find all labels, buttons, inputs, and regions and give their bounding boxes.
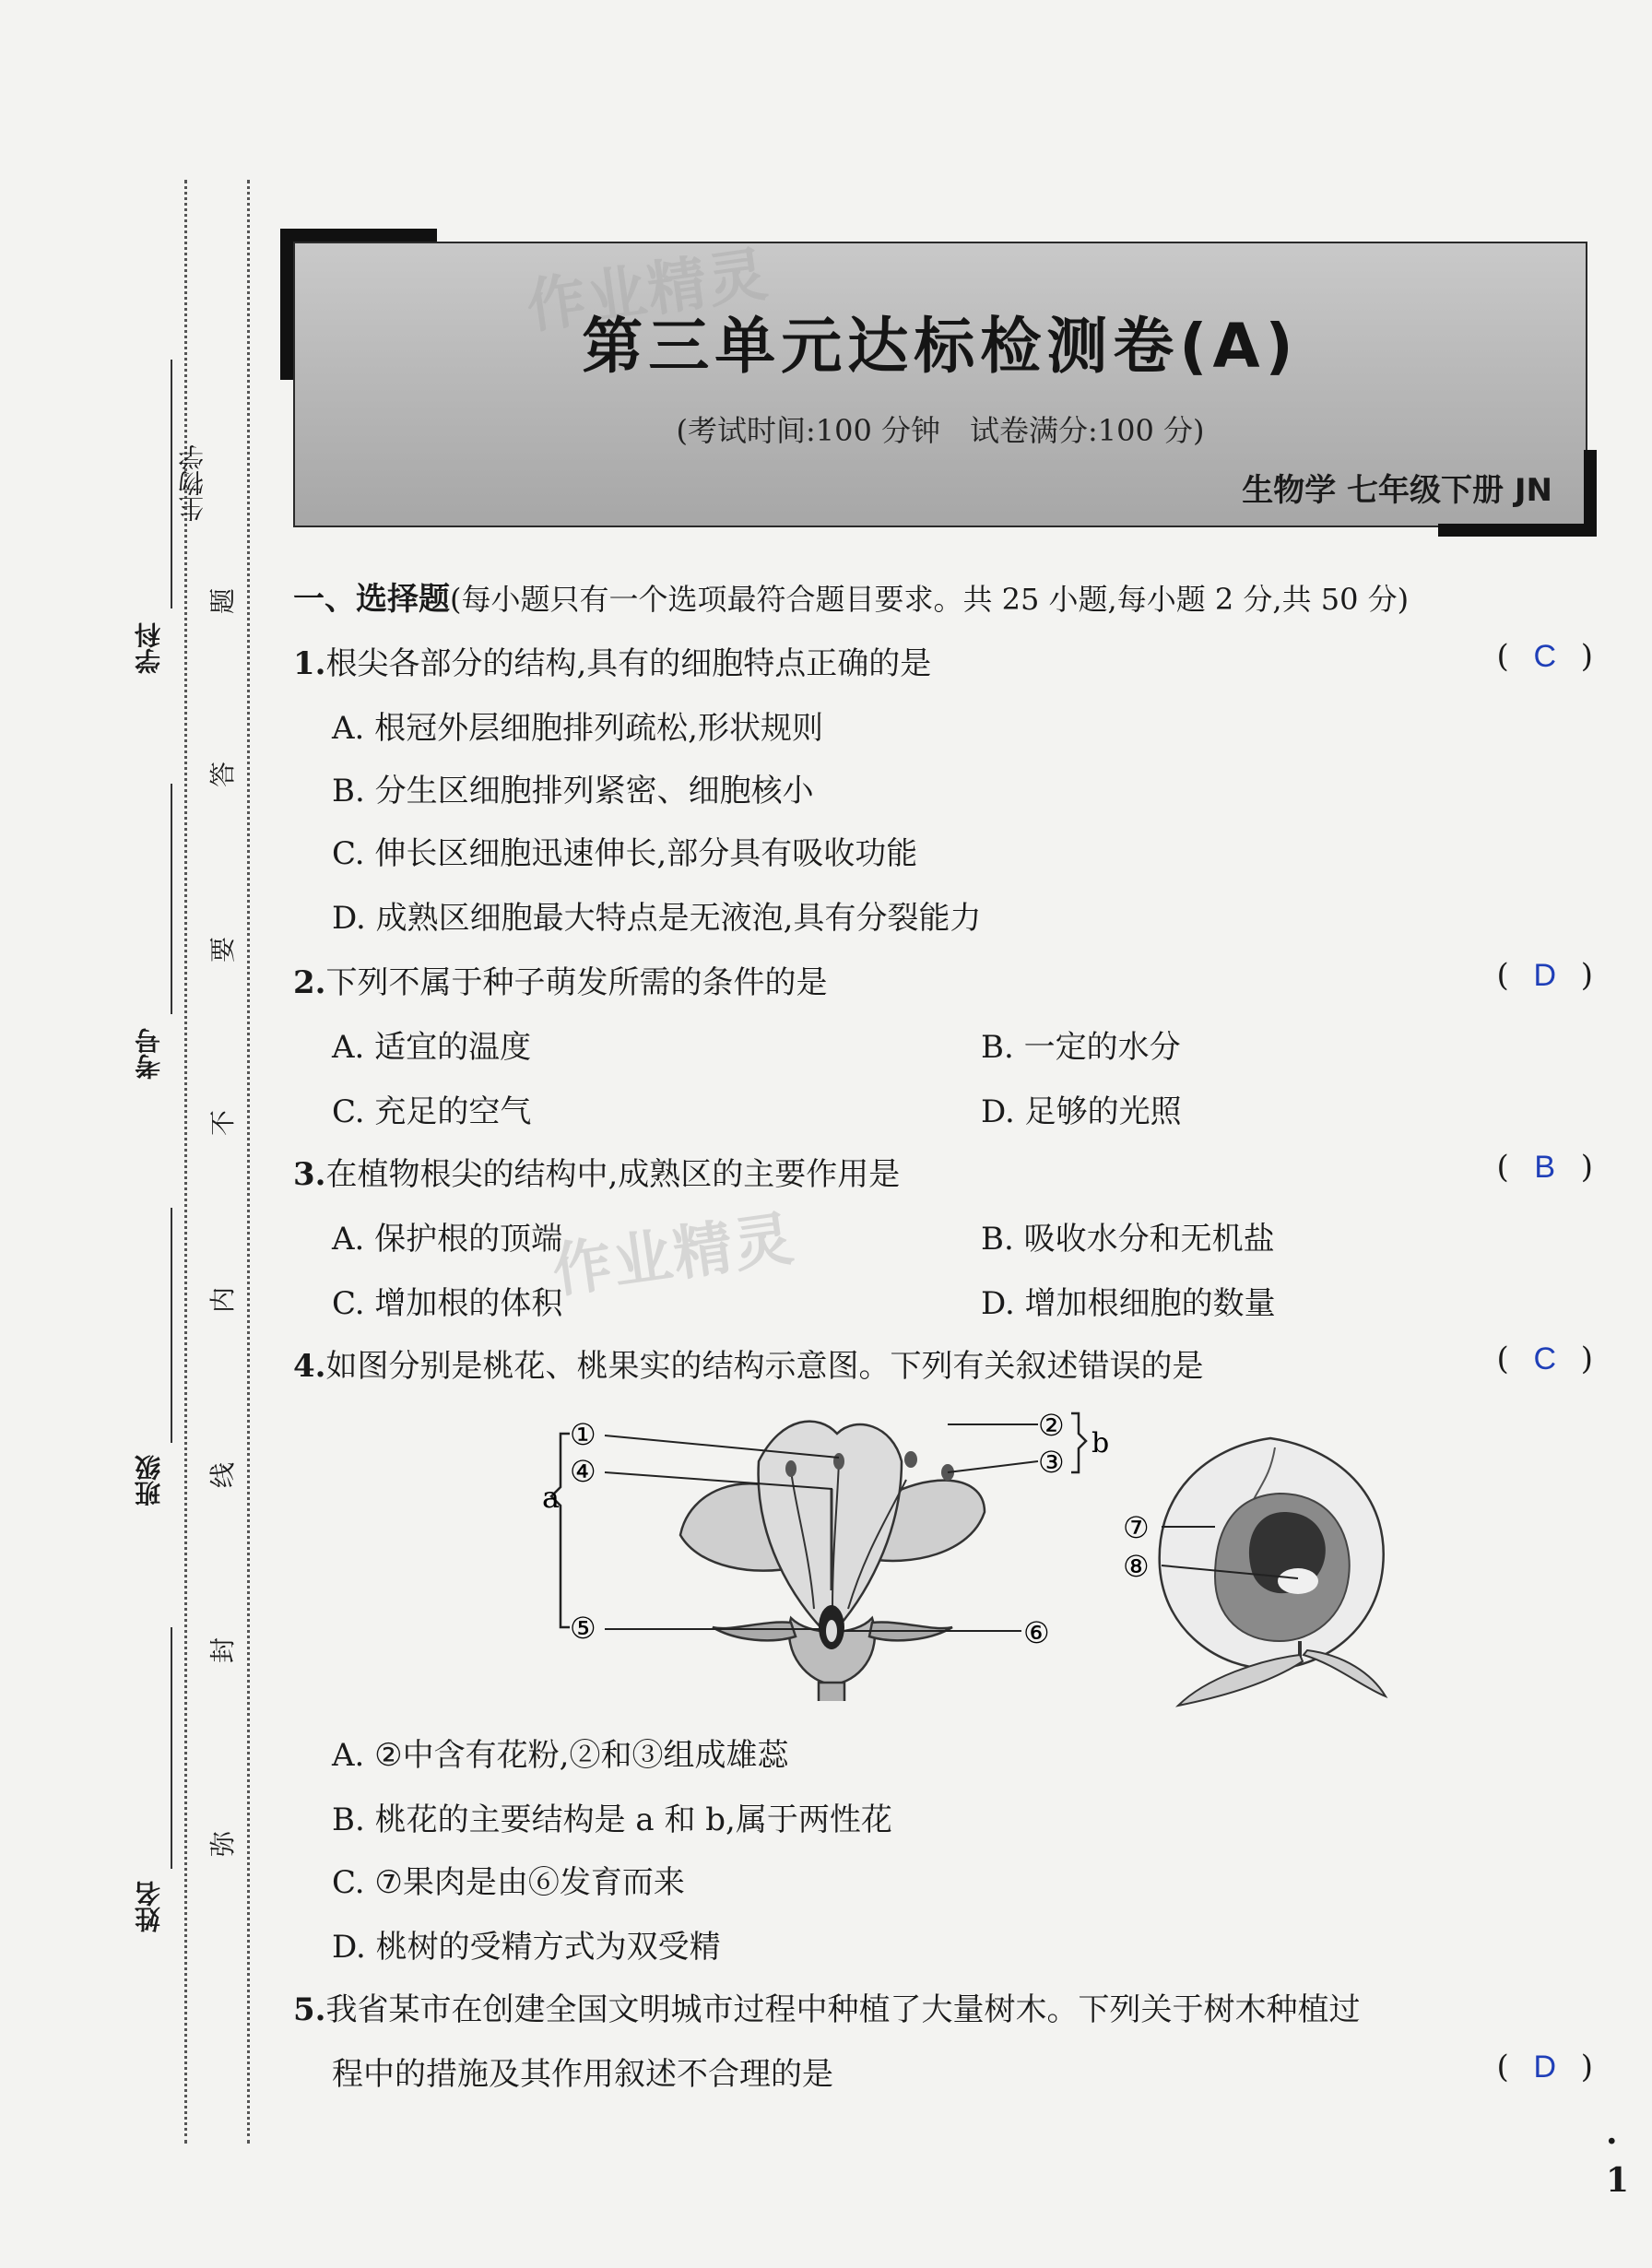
page-title: 第三单元达标检测卷(A): [582, 311, 1299, 382]
option[interactable]: A. 保护根的顶端: [332, 1221, 563, 1258]
option[interactable]: B. 分生区细胞排列紧密、细胞核小: [332, 773, 814, 809]
question-text: 在植物根尖的结构中,成熟区的主要作用是: [325, 1156, 901, 1193]
option[interactable]: B. 吸收水分和无机盐: [981, 1221, 1275, 1258]
header-corner-bracket: [1438, 524, 1597, 537]
label-a: a: [542, 1480, 560, 1515]
paren-close: ): [1580, 2049, 1593, 2085]
label-4: ④: [570, 1454, 596, 1489]
answer-value: B: [1534, 1150, 1556, 1185]
paren-close: ): [1580, 1341, 1593, 1377]
question-1-stem: [293, 638, 931, 683]
section-heading: [293, 573, 1409, 619]
question-number: 4.: [293, 1348, 326, 1385]
dashed-seal-line: [247, 180, 250, 2144]
option[interactable]: C. 充足的空气: [332, 1093, 532, 1130]
field-subject[interactable]: [106, 360, 207, 710]
paren-close: ): [1580, 638, 1593, 675]
subject-grade: 生物学 七年级下册 JN: [1242, 472, 1552, 509]
option[interactable]: D. 增加根细胞的数量: [981, 1285, 1276, 1322]
question-5-stem: [293, 1984, 1361, 2029]
seal-char: 不: [207, 1110, 238, 1137]
answer-value: D: [1533, 2049, 1557, 2085]
peach-fruit-diagram: [1123, 1420, 1418, 1715]
answer-box[interactable]: [1496, 957, 1593, 994]
field-name-line: [171, 1627, 172, 1869]
answer-value: D: [1533, 958, 1557, 993]
paren-close: ): [1580, 957, 1593, 994]
answer-box[interactable]: [1496, 2049, 1593, 2085]
section-title: 一、选择题: [293, 581, 450, 618]
watermark: 作业精灵: [548, 1204, 799, 1306]
question-number: 3.: [293, 1156, 326, 1193]
seal-char: 题: [207, 588, 238, 615]
paren-open: (: [1496, 1149, 1509, 1186]
option[interactable]: A. ②中含有花粉,②和③组成雄蕊: [332, 1737, 789, 1774]
field-exam-number[interactable]: [106, 784, 189, 1116]
field-subject-label: 学科: [134, 622, 164, 674]
question-text: 如图分别是桃花、桃果实的结构示意图。下列有关叙述错误的是: [325, 1348, 1204, 1385]
question-5-stem-continued: 程中的措施及其作用叙述不合理的是: [332, 2056, 833, 2093]
seal-char: 答: [207, 762, 238, 788]
option[interactable]: A. 根冠外层细胞排列疏松,形状规则: [332, 710, 823, 747]
label-1: ①: [570, 1417, 596, 1452]
label-b: b: [1092, 1427, 1110, 1459]
field-name[interactable]: [106, 1627, 189, 1968]
field-exam-number-line: [171, 784, 172, 1014]
option[interactable]: C. 伸长区细胞迅速伸长,部分具有吸收功能: [332, 835, 918, 872]
label-3: ③: [1038, 1445, 1065, 1480]
question-text: 我省某市在创建全国文明城市过程中种植了大量树木。下列关于树木种植过: [325, 1991, 1361, 2028]
exam-info: (考试时间:100 分钟 试卷满分:100 分): [676, 413, 1205, 448]
answer-box[interactable]: [1496, 1341, 1593, 1377]
page-number: · 1: [1606, 2122, 1630, 2200]
label-8: ⑧: [1123, 1549, 1150, 1584]
label-6: ⑥: [1023, 1615, 1050, 1650]
paren-open: (: [1496, 2049, 1509, 2085]
answer-value: C: [1533, 639, 1557, 674]
seal-char: 要: [207, 937, 238, 963]
section-note: (每小题只有一个选项最符合题目要求。共 25 小题,每小题 2 分,共 50 分): [450, 582, 1410, 617]
question-2-stem: [293, 957, 828, 1002]
question-text: 根尖各部分的结构,具有的细胞特点正确的是: [325, 645, 932, 682]
question-3-stem: [293, 1149, 900, 1194]
option[interactable]: D. 成熟区细胞最大特点是无液泡,具有分裂能力: [332, 900, 982, 937]
header-corner-bracket: [280, 242, 293, 380]
seal-char: 封: [207, 1637, 238, 1664]
field-subject-line: [171, 360, 172, 608]
paren-open: (: [1496, 957, 1509, 994]
paren-open: (: [1496, 1341, 1509, 1377]
label-2: ②: [1038, 1408, 1065, 1443]
option[interactable]: D. 桃树的受精方式为双受精: [332, 1929, 721, 1966]
seal-char: 线: [207, 1462, 238, 1489]
option[interactable]: B. 一定的水分: [981, 1029, 1181, 1066]
answer-box[interactable]: [1496, 1149, 1593, 1186]
question-text: 下列不属于种子萌发所需的条件的是: [325, 964, 828, 1001]
question-number: 5.: [293, 1991, 326, 2028]
question-number: 2.: [293, 964, 326, 1001]
seal-char: 弥: [207, 1831, 238, 1858]
field-exam-number-label: 考号: [134, 1028, 164, 1080]
option[interactable]: C. ⑦果肉是由⑥发育而来: [332, 1864, 685, 1901]
field-class-label: 班级: [134, 1455, 164, 1506]
option[interactable]: A. 适宜的温度: [332, 1029, 532, 1066]
question-number: 1.: [293, 645, 326, 682]
question-4-stem: [293, 1341, 1204, 1386]
paren-open: (: [1496, 638, 1509, 675]
header-banner: [293, 242, 1587, 527]
seal-char: 内: [207, 1287, 238, 1314]
paren-close: ): [1580, 1149, 1593, 1186]
header-corner-bracket: [280, 229, 437, 242]
option[interactable]: C. 增加根的体积: [332, 1285, 563, 1322]
option[interactable]: D. 足够的光照: [981, 1093, 1182, 1130]
answer-value: C: [1533, 1341, 1557, 1376]
field-class-line: [171, 1208, 172, 1443]
option[interactable]: B. 桃花的主要结构是 a 和 b,属于两性花: [332, 1801, 892, 1838]
binding-sidebar: [0, 0, 277, 2268]
answer-box[interactable]: [1496, 638, 1593, 675]
field-name-label: 姓名: [134, 1881, 164, 1932]
label-5: ⑤: [570, 1611, 596, 1646]
watermark: 作业精灵: [522, 240, 773, 342]
field-subject-value: 生物学: [177, 444, 207, 522]
label-7: ⑦: [1123, 1510, 1150, 1545]
field-class[interactable]: [106, 1208, 189, 1540]
